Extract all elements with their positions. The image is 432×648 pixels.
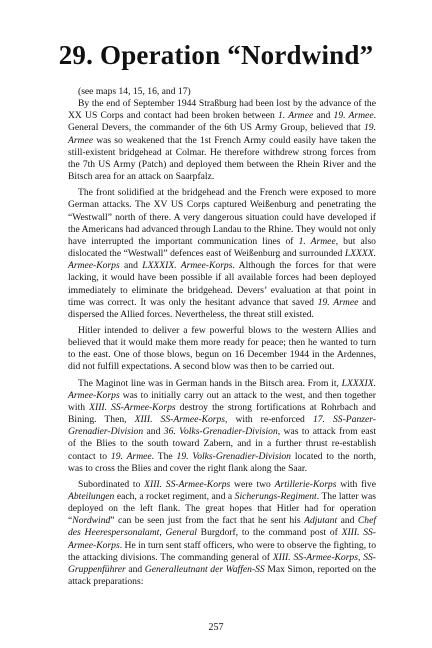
italic-text-run: 17. SS-Panzer-Grenadier-Division bbox=[68, 414, 376, 438]
italic-text-run: Abteilungen bbox=[68, 491, 115, 502]
text-run: and bbox=[337, 515, 358, 527]
page-number: 257 bbox=[208, 622, 224, 633]
text-run: . The latter was deployed on the left flank. The great hopes that Hitler had for operation “ bbox=[68, 491, 376, 527]
italic-text-run: Adjutant bbox=[304, 515, 338, 527]
body-paragraph bbox=[68, 325, 376, 374]
italic-text-run: XIII. SS-Armee-Korps bbox=[68, 527, 376, 551]
italic-text-run: General bbox=[165, 527, 197, 539]
text-run: destroy the strong fortifications at Rohrbach and Bining. Then, bbox=[68, 401, 376, 426]
italic-text-run: XIII. SS-Armee-Korps bbox=[89, 401, 176, 413]
italic-text-run: 19. Armee bbox=[68, 122, 376, 146]
italic-text-run: 1. Armee bbox=[277, 110, 314, 122]
text-run: . Although the forces for that were lacking, it would have been possible if all available forces had been deployed immediately to eliminate the bridgehead. Devers’ evaluation at that point in time was correct. It was only the hesitant advance that saved bbox=[68, 260, 376, 308]
text-run: The Maginot line was in German hands in the Bitsch area. From it, bbox=[78, 377, 342, 389]
italic-text-run: Artillerie-Korps bbox=[274, 478, 337, 490]
maps-reference-note: (see maps 14, 15, 16, and 17) bbox=[78, 86, 191, 97]
chapter-title: 29. Operation “Nordwind” bbox=[58, 40, 374, 70]
italic-text-run: XIII. SS-Armee-Korps bbox=[272, 551, 358, 563]
text-run: and bbox=[143, 426, 164, 438]
text-run: . The bbox=[151, 450, 177, 462]
italic-text-run: 1. Armee bbox=[298, 235, 336, 247]
italic-text-run: 19. Armee bbox=[317, 296, 359, 308]
text-run: . General Devers, the commander of the 6th US Army Group, believed that bbox=[68, 110, 376, 134]
text-run: Burgdorf, to the command post of bbox=[196, 527, 342, 539]
text-run: , but also dislocated the “Westwall” defences east of Weißenburg and surrounded bbox=[68, 235, 376, 260]
text-run: with five bbox=[336, 478, 376, 490]
text-run: ” can be seen just from the fact that he sent his bbox=[110, 515, 305, 527]
text-run: Subordinated to bbox=[78, 478, 145, 490]
italic-text-run: LXXXIX. Armee-Korps bbox=[142, 260, 233, 272]
text-run: . He in turn sent staff officers, who were to observe the fighting, to the attacking divisions. The commanding general of bbox=[68, 539, 376, 563]
text-run: and bbox=[313, 110, 334, 122]
text-run: By the end of September 1944 Straßburg had been lost by the advance of the XX US Corps and contact had been broken between bbox=[68, 98, 376, 122]
italic-text-run: SS-Gruppenführer bbox=[68, 551, 376, 575]
body-paragraph bbox=[68, 378, 376, 475]
text-run: Max Simon, reported on the attack preparations: bbox=[68, 563, 377, 588]
text-run: , bbox=[357, 551, 364, 563]
italic-text-run: 19. Armee bbox=[333, 110, 374, 122]
text-run: was so weakened that the 1st French Army could easily have taken the still-existent bridgehead at Colmar. He therefore withdrew strong forces from the 7th US Army (Patch) and deployed them between the Rhein River and the Bitsch area for an attack on Saarpfalz. bbox=[68, 134, 376, 183]
text-run: each, a rocket regiment, and a bbox=[114, 491, 235, 502]
body-paragraph bbox=[68, 187, 376, 321]
italic-text-run: LXXXIX. Armee-Korps bbox=[68, 377, 376, 401]
chapter-body bbox=[68, 86, 376, 592]
body-paragraph bbox=[68, 479, 376, 588]
text-run: and dispersed the Allied forces. Nevertheless, the threat still existed. bbox=[68, 296, 376, 320]
text-run: were two bbox=[230, 478, 275, 490]
italic-text-run: Sicherungs-Regiment bbox=[234, 491, 317, 502]
italic-text-run: Generalleutnant der Waffen-SS bbox=[144, 563, 265, 575]
text-run: , bbox=[159, 527, 166, 539]
text-run: and bbox=[119, 260, 143, 272]
body-paragraph bbox=[68, 98, 376, 183]
text-run: was to initially carry out an attack to the west, and then together with bbox=[68, 389, 376, 413]
italic-text-run: XIII. SS-Armee-Korps bbox=[144, 478, 231, 490]
italic-text-run: LXXXX. Armee-Korps bbox=[68, 248, 376, 272]
italic-text-run: XIII. SS-Armee-Korps bbox=[134, 414, 226, 426]
text-run: The front solidified at the bridgehead and the French were exposed to more German attacks. The XV US Corps captured Weißenburg and penetrating the “Westwall” north of there. A very dangerous situation could have developed if the Americans had advanced through Landau to the Rhine. They would not only have interrupted the important communication lines of bbox=[68, 187, 376, 247]
text-run: and bbox=[125, 563, 145, 575]
italic-text-run: 36. Volks-Grenadier-Division bbox=[163, 426, 278, 438]
italic-text-run: Nordwind bbox=[72, 515, 111, 527]
text-run: , with re-enforced bbox=[225, 414, 313, 426]
italic-text-run: 19. Armee bbox=[110, 450, 152, 462]
text-run: Hitler intended to deliver a few powerful blows to the western Allies and believed that it would make them more ready for peace; then he wanted to turn to the east. One of those blows, begun on 16 December 1944 in the Ardennes, did not fulfill expectations. A second blow was then to be carried out. bbox=[68, 324, 376, 373]
text-run: located to the north, was to cross the Blies and cover the right flank along the Saar. bbox=[68, 450, 376, 474]
text-run: , was to attack from east of the Blies to the south toward Zabern, and in a further thrust re-establish contact to bbox=[68, 426, 376, 462]
italic-text-run: 19. Volks-Grenadier-Division bbox=[176, 450, 291, 462]
italic-text-run: Chef des Heerespersonalamt bbox=[68, 515, 377, 539]
